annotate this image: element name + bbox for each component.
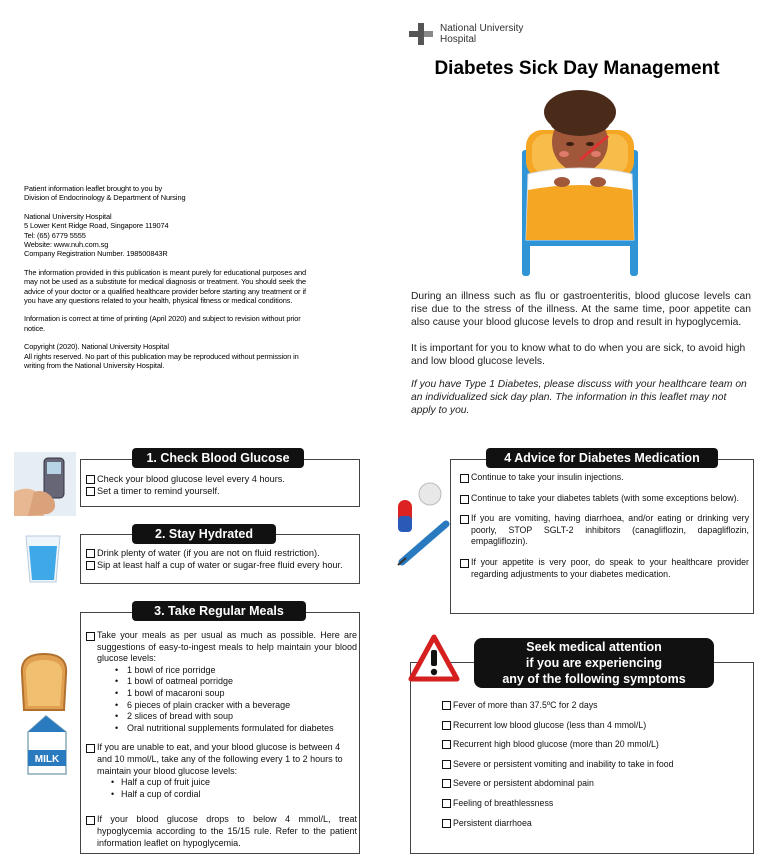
check-glucose-item: Set a timer to remind yourself. bbox=[85, 485, 285, 497]
section-2-title: 2. Stay Hydrated bbox=[132, 524, 276, 544]
seek-medical-box bbox=[410, 662, 754, 854]
disclaimer-text: The information provided in this publication is meant purely for educational purposes and may not be used as a substitute for medical diagnosis or treatment. You should seek the advice of your doctor or a qualified healthcare provider before starting any treatment or if you have any questions related to your health, physical fitness or medical conditions. bbox=[24, 267, 306, 306]
symptom-item: Feeling of breathlessness bbox=[441, 797, 751, 809]
medication-advice-box bbox=[450, 459, 754, 614]
correct-at-text: Information is correct at time of printing (April 2020) and subject to revision without prior notice. bbox=[24, 314, 301, 333]
medication-item: Continue to take your insulin injections. bbox=[459, 472, 749, 484]
medication-item: Continue to take your diabetes tablets (with some exceptions below). bbox=[459, 493, 749, 505]
sick-child-illustration bbox=[510, 90, 650, 280]
symptom-item: Severe or persistent vomiting and inability to take in food bbox=[441, 758, 751, 770]
brought-by-text: Patient information leaflet brought to you by Division of Endocrinology & Department of Nursing bbox=[24, 184, 186, 203]
meal-option: • Oral nutritional supplements formulated for diabetes bbox=[85, 723, 357, 735]
water-glass-icon bbox=[20, 532, 66, 584]
hospital-cross-icon bbox=[408, 22, 434, 46]
warning-triangle-icon bbox=[408, 634, 460, 682]
regular-meals-box bbox=[80, 612, 360, 854]
medication-item: If your appetite is very poor, do speak to your healthcare provider regarding adjustments to your diabetes medication. bbox=[459, 557, 749, 580]
meal-option: • 6 pieces of plain cracker with a beverage bbox=[85, 700, 357, 712]
symptom-item: Fever of more than 37.5ºC for 2 days bbox=[441, 699, 751, 711]
meals-item: Take your meals as per usual as much as possible. Here are suggestions of easy-to-ingest meals to help maintain your blood glucose levels: bbox=[85, 630, 357, 665]
check-glucose-item: Check your blood glucose level every 4 hours. bbox=[85, 473, 285, 485]
intro-paragraph-2: It is important for you to know what to do when you are sick, to avoid high and low blood glucose levels. bbox=[411, 343, 746, 367]
hydrated-item: Sip at least half a cup of water or sugar-free fluid every hour. bbox=[85, 559, 357, 571]
section-5-title-line: Seek medical attention bbox=[526, 640, 662, 654]
section-3-title: 3. Take Regular Meals bbox=[132, 601, 306, 621]
symptom-item: Severe or persistent abdominal pain bbox=[441, 777, 751, 789]
section-5-title-line: if you are experiencing bbox=[525, 656, 663, 670]
drink-option: • Half a cup of fruit juice bbox=[85, 777, 357, 789]
milk-carton-icon bbox=[22, 714, 72, 776]
hospital-logo bbox=[408, 22, 523, 46]
logo-text: National University Hospital bbox=[440, 23, 524, 45]
address-text: National University Hospital 5 Lower Kent Ridge Road, Singapore 119074 Tel: (65) 6779 5555 Website: www.nuh.com.sg Company Registration Number. 198500843R bbox=[24, 211, 169, 259]
intro-paragraph-1: During an illness such as flu or gastroenteritis, blood glucose levels can rise due to the stress of the illness. At the same time, poor appetite can also cause your blood glucose levels to drop and result in hypoglycemia. bbox=[411, 291, 751, 328]
glucose-meter-icon bbox=[14, 452, 76, 516]
symptom-item: Recurrent low blood glucose (less than 4 mmol/L) bbox=[441, 719, 751, 731]
meals-item: If your blood glucose drops to below 4 mmol/L, treat hypoglycemia according to the 15/15 rule. Refer to the patient information leaflet on hypoglycemia. bbox=[85, 814, 357, 849]
page-title: Diabetes Sick Day Management bbox=[434, 58, 720, 79]
meal-option: • 1 bowl of rice porridge bbox=[85, 665, 357, 677]
meal-option: • 2 slices of bread with soup bbox=[85, 711, 357, 723]
drink-option: • Half a cup of cordial bbox=[85, 789, 357, 801]
copyright-text: Copyright (2020). National University Hospital All rights reserved. No part of this publication may be reproduced without permission in writing from the National University Hospital. bbox=[24, 342, 299, 371]
meal-option: • 1 bowl of macaroni soup bbox=[85, 688, 357, 700]
section-5-title bbox=[474, 638, 714, 688]
meals-item: If you are unable to eat, and your blood glucose is between 4 and 10 mmol/L, take any of the following every 1 to 2 hours to maintain your blood glucose levels: bbox=[85, 742, 357, 777]
leaflet-info bbox=[24, 184, 306, 380]
bread-icon bbox=[16, 650, 72, 712]
hydrated-item: Drink plenty of water (if you are not on fluid restriction). bbox=[85, 547, 357, 559]
symptom-item: Recurrent high blood glucose (more than 20 mmol/L) bbox=[441, 738, 751, 750]
medication-icon bbox=[392, 480, 450, 566]
intro-paragraph-3: If you have Type 1 Diabetes, please discuss with your healthcare team on an individualized sick day plan. The information in this leaflet may not apply to you. bbox=[411, 379, 747, 416]
section-1-title: 1. Check Blood Glucose bbox=[132, 448, 304, 468]
milk-label: MILK bbox=[34, 754, 60, 765]
symptom-item: Persistent diarrhoea bbox=[441, 817, 751, 829]
meal-option: • 1 bowl of oatmeal porridge bbox=[85, 676, 357, 688]
medication-item: If you are vomiting, having diarrhoea, and/or eating or drinking very poorly, STOP SGLT-2 inhibitors (canagliflozin, dapagliflozin, empagliflozin). bbox=[459, 513, 749, 548]
section-4-title: 4 Advice for Diabetes Medication bbox=[486, 448, 718, 468]
section-5-title-line: any of the following symptoms bbox=[502, 672, 686, 686]
